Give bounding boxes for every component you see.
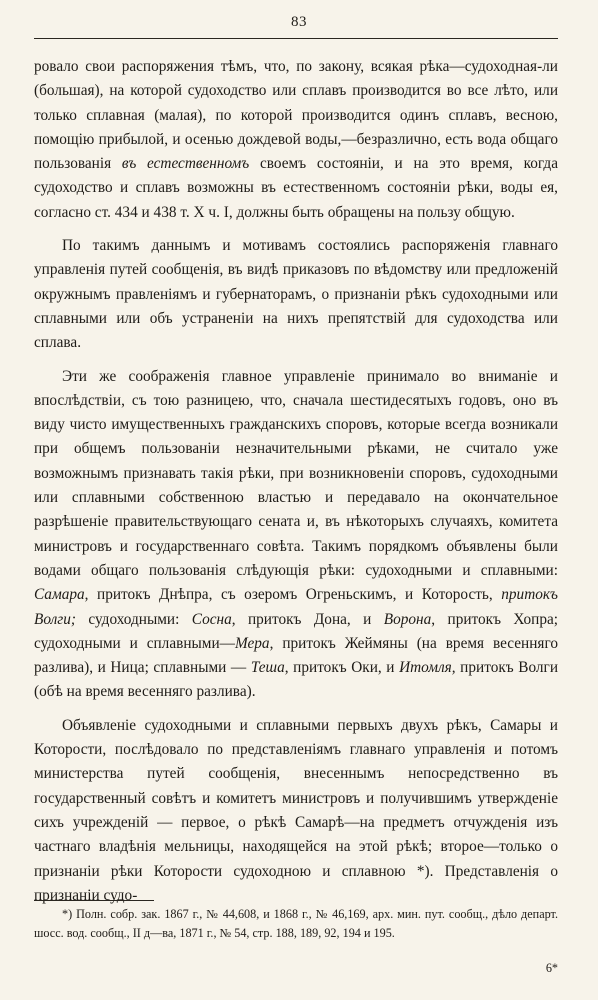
italic-run: притокъ Волги; xyxy=(34,586,558,628)
text-run: , притокъ Жеймяны (на время весенняго разлива), и Ница; сплавными — xyxy=(34,634,558,677)
paragraph-2 xyxy=(34,234,558,355)
footnote-rule xyxy=(34,900,154,901)
text-run: притокъ Волги (обѣ на время весенняго разлива). xyxy=(34,659,559,701)
text-run: По такимъ даннымъ и мотивамъ состоялись распоряженія главнаго управленія путей сообщенія, въ видѣ приказовъ по вѣдомству или предложеній окружнымъ правленіямъ и губернаторамъ, о признаніи рѣкъ судоходными или сплавными или объ устраненіи на нихъ препятствій для судоходства или сплава. xyxy=(34,237,558,352)
body-text xyxy=(34,55,558,908)
italic-run: Самара xyxy=(34,586,85,604)
header-rule xyxy=(34,38,558,39)
italic-run: въ естественномъ xyxy=(121,155,250,173)
text-run: , притокъ Дона, и xyxy=(231,610,384,628)
text-run: судоходными: xyxy=(76,610,192,628)
text-run: , притокъ Оки, и xyxy=(284,659,400,677)
italic-run: Итомля, xyxy=(399,659,456,677)
footnote: *) Полн. собр. зак. 1867 г., № 44,608, и 1868 г., № 46,169, арх. мин. пут. сообщ., дѣло департ. шосс. вод. сообщ., II д—ва, 1871 г., № 54, стр. 188, 189, 92, 194 и 195. xyxy=(34,907,558,940)
signature-mark: 6* xyxy=(545,961,558,975)
text-run: , притокъ Днѣпра, съ озеромъ Огреньскимъ, и Которость, xyxy=(84,586,502,604)
text-run: своемъ состояніи, и на это время, когда судоходство и сплавъ возможны въ естественномъ состояніи рѣки, воды ея, согласно ст. 434 и 438 т. X ч. I, должны быть обращены на пользу общую. xyxy=(34,155,558,221)
text-run: , притокъ Хопра; судоходными и сплавными— xyxy=(34,610,559,652)
italic-run: Теша xyxy=(250,659,285,677)
text-run: ровало свои распоряжения тѣмъ, что, по закону, всякая рѣка—судоходная-ли (большая), на которой судоходство или сплавъ производится во все лѣто, или только сплавная (малая), по которой производится одинъ сплавъ, весною, помощію прибылой, и осенью дождевой воды,—безразлично, есть вода общаго пользованія xyxy=(34,58,558,173)
page-number: 83 xyxy=(291,14,307,30)
paragraph-3 xyxy=(34,365,558,705)
italic-run: Сосна xyxy=(191,610,232,628)
text-run: Эти же соображенія главное управленіе принимало во вниманіе и впослѣдствіи, съ тою разницею, что, сначала шестидесятыхъ годовъ, оно въ виду чисто имущественныхъ гражданскихъ споровъ, которые всегда возникали при общемъ пользованіи незначительными рѣками, не считало уже возможнымъ признавать такія рѣки, при возникновеніи споровъ, судоходными или сплавными собственною властью и передавало на окончательное разрѣшеніе правительствующаго сената и, въ нѣкоторыхъ случаяхъ, комитета министровъ и государственнаго совѣта. Такимъ порядкомъ объявлены были водами общаго пользованія слѣдующія рѣки: судоходными и сплавными: xyxy=(34,367,558,579)
paragraph-1 xyxy=(34,55,558,225)
italic-run: Мера xyxy=(234,634,270,652)
italic-run: Ворона xyxy=(383,610,432,628)
paragraph-4 xyxy=(34,714,558,908)
text-run: Объявленіе судоходными и сплавными первыхъ двухъ рѣкъ, Самары и Которости, послѣдовало по представленіямъ главнаго управленія и потомъ министерства путей сообщенія, внесеннымъ непосредственно въ государственный совѣтъ и комитетъ министровъ и получившимъ утвержденіе сихъ учрежденій — первое, о рѣкѣ Самарѣ—на предметъ отчужденія изъ частнаго владѣнія мельницы, находящейся на этой рѣкѣ; второе—только о признаніи рѣки Которости судоходною и сплавною *). Представленія о признаніи судо- xyxy=(34,716,558,904)
